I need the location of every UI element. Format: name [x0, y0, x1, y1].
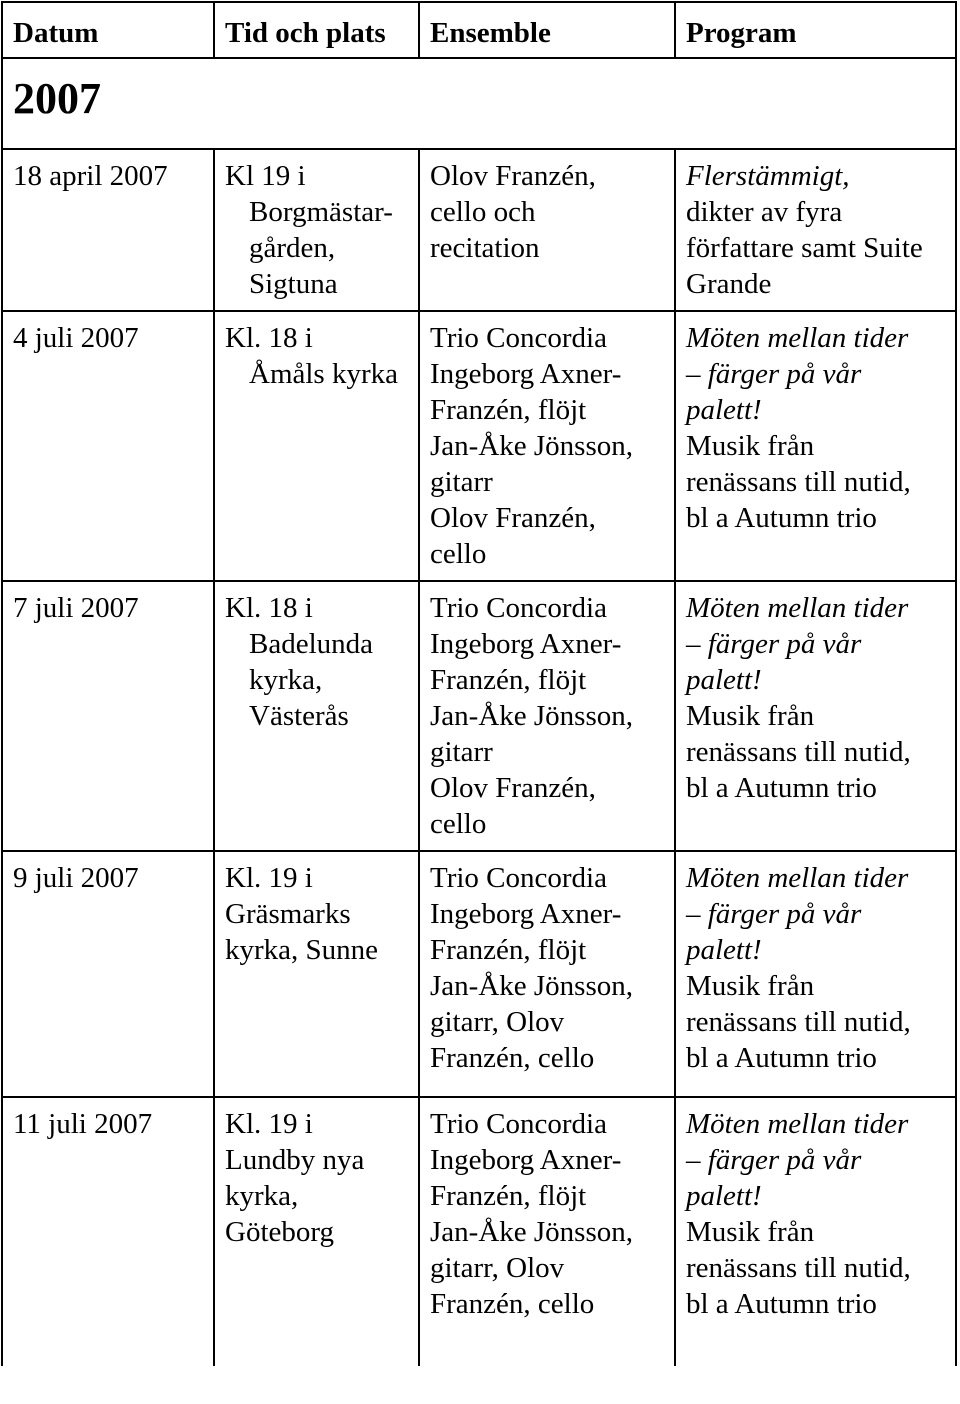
place-line: Kl. 19 i [225, 862, 313, 894]
date-cell: 18 april 2007 [2, 149, 214, 311]
program-line: Musik från [686, 970, 815, 1002]
date-cell: 4 juli 2007 [2, 311, 214, 581]
program-line: dikter av fyra [686, 196, 843, 228]
place-line: kyrka, [225, 1180, 299, 1212]
ensemble-line: recitation [430, 232, 540, 264]
ensemble-line: cello [430, 538, 487, 570]
header-program: Program [675, 2, 956, 58]
ensemble-line: Franzén, cello [430, 1042, 595, 1074]
place-line: Kl. 18 i [225, 322, 313, 354]
program-line: Musik från [686, 700, 815, 732]
ensemble-line: Trio Concordia [430, 322, 607, 354]
place-cell [214, 149, 419, 311]
ensemble-line: gitarr [430, 466, 493, 498]
program-cell [675, 311, 956, 581]
place-line: Kl. 18 i [225, 592, 313, 624]
place-line: Sigtuna [249, 268, 338, 300]
program-line: renässans till nutid, [686, 736, 911, 768]
place-line: Lundby nya [225, 1144, 365, 1176]
ensemble-line: Franzén, flöjt [430, 934, 587, 966]
ensemble-line: Trio Concordia [430, 592, 607, 624]
program-cell [675, 149, 956, 311]
program-title-line: palett! [686, 664, 762, 696]
ensemble-cell [419, 311, 675, 581]
program-line: renässans till nutid, [686, 1252, 911, 1284]
program-line: Musik från [686, 1216, 815, 1248]
header-ensemble: Ensemble [419, 2, 675, 58]
ensemble-line: gitarr [430, 736, 493, 768]
place-cell [214, 581, 419, 851]
date-cell: 11 juli 2007 [2, 1097, 214, 1366]
header-row [2, 2, 956, 58]
place-line: kyrka, [249, 664, 323, 696]
program-line: bl a Autumn trio [686, 502, 877, 534]
ensemble-line: cello [430, 808, 487, 840]
program-title-line: palett! [686, 934, 762, 966]
program-cell [675, 581, 956, 851]
place-line: Kl. 19 i [225, 1108, 313, 1140]
program-line: Musik från [686, 430, 815, 462]
place-cell [214, 311, 419, 581]
ensemble-line: cello och [430, 196, 536, 228]
year-heading: 2007 [2, 58, 956, 149]
place-cell [214, 851, 419, 1097]
program-title-line: Möten mellan tider [686, 592, 909, 624]
program-line: bl a Autumn trio [686, 1042, 877, 1074]
ensemble-line: Franzén, flöjt [430, 1180, 587, 1212]
ensemble-line: Jan-Åke Jönsson, [430, 1216, 633, 1248]
program-title-line: – färger på vår [686, 898, 862, 930]
ensemble-line: Jan-Åke Jönsson, [430, 430, 633, 462]
program-title-line: Möten mellan tider [686, 862, 909, 894]
program-title-line: – färger på vår [686, 628, 862, 660]
date-cell: 7 juli 2007 [2, 581, 214, 851]
program-cell [675, 1097, 956, 1366]
program-title-line: – färger på vår [686, 358, 862, 390]
place-line: Badelunda [249, 628, 374, 660]
ensemble-line: Trio Concordia [430, 862, 607, 894]
place-line: Åmåls kyrka [249, 358, 398, 390]
place-cell [214, 1097, 419, 1366]
concert-schedule-table [1, 1, 957, 1366]
program-line: renässans till nutid, [686, 1006, 911, 1038]
year-row [2, 58, 956, 149]
table-row [2, 149, 956, 311]
ensemble-line: Trio Concordia [430, 1108, 607, 1140]
program-title-line: Flerstämmigt, [686, 160, 850, 192]
program-line: Grande [686, 268, 772, 300]
ensemble-line: Olov Franzén, [430, 772, 596, 804]
program-title-line: palett! [686, 394, 762, 426]
table-row [2, 581, 956, 851]
ensemble-line: Franzén, flöjt [430, 664, 587, 696]
ensemble-line: Ingeborg Axner- [430, 1144, 622, 1176]
ensemble-line: Jan-Åke Jönsson, [430, 970, 633, 1002]
program-line: författare samt Suite [686, 232, 923, 264]
ensemble-line: Olov Franzén, [430, 160, 596, 192]
ensemble-line: Franzén, cello [430, 1288, 595, 1320]
place-line: gården, [249, 232, 336, 264]
place-line: Västerås [249, 700, 349, 732]
ensemble-line: Jan-Åke Jönsson, [430, 700, 633, 732]
table-row [2, 1097, 956, 1366]
ensemble-cell [419, 149, 675, 311]
place-line: Borgmästar- [249, 196, 393, 228]
ensemble-cell [419, 851, 675, 1097]
header-tid-och-plats: Tid och plats [214, 2, 419, 58]
ensemble-line: Ingeborg Axner- [430, 898, 622, 930]
program-title-line: Möten mellan tider [686, 1108, 909, 1140]
ensemble-line: gitarr, Olov [430, 1006, 565, 1038]
ensemble-line: Franzén, flöjt [430, 394, 587, 426]
ensemble-line: gitarr, Olov [430, 1252, 565, 1284]
program-line: bl a Autumn trio [686, 1288, 877, 1320]
ensemble-cell [419, 1097, 675, 1366]
ensemble-cell [419, 581, 675, 851]
ensemble-line: Ingeborg Axner- [430, 628, 622, 660]
program-title-line: palett! [686, 1180, 762, 1212]
ensemble-line: Olov Franzén, [430, 502, 596, 534]
place-line: Gräsmarks [225, 898, 351, 930]
date-cell: 9 juli 2007 [2, 851, 214, 1097]
place-line: Kl 19 i [225, 160, 306, 192]
place-line: kyrka, Sunne [225, 934, 379, 966]
table-row [2, 311, 956, 581]
program-line: renässans till nutid, [686, 466, 911, 498]
ensemble-line: Ingeborg Axner- [430, 358, 622, 390]
program-cell [675, 851, 956, 1097]
program-line: bl a Autumn trio [686, 772, 877, 804]
table-row [2, 851, 956, 1097]
program-title-line: – färger på vår [686, 1144, 862, 1176]
place-line: Göteborg [225, 1216, 335, 1248]
header-datum: Datum [2, 2, 214, 58]
program-title-line: Möten mellan tider [686, 322, 909, 354]
